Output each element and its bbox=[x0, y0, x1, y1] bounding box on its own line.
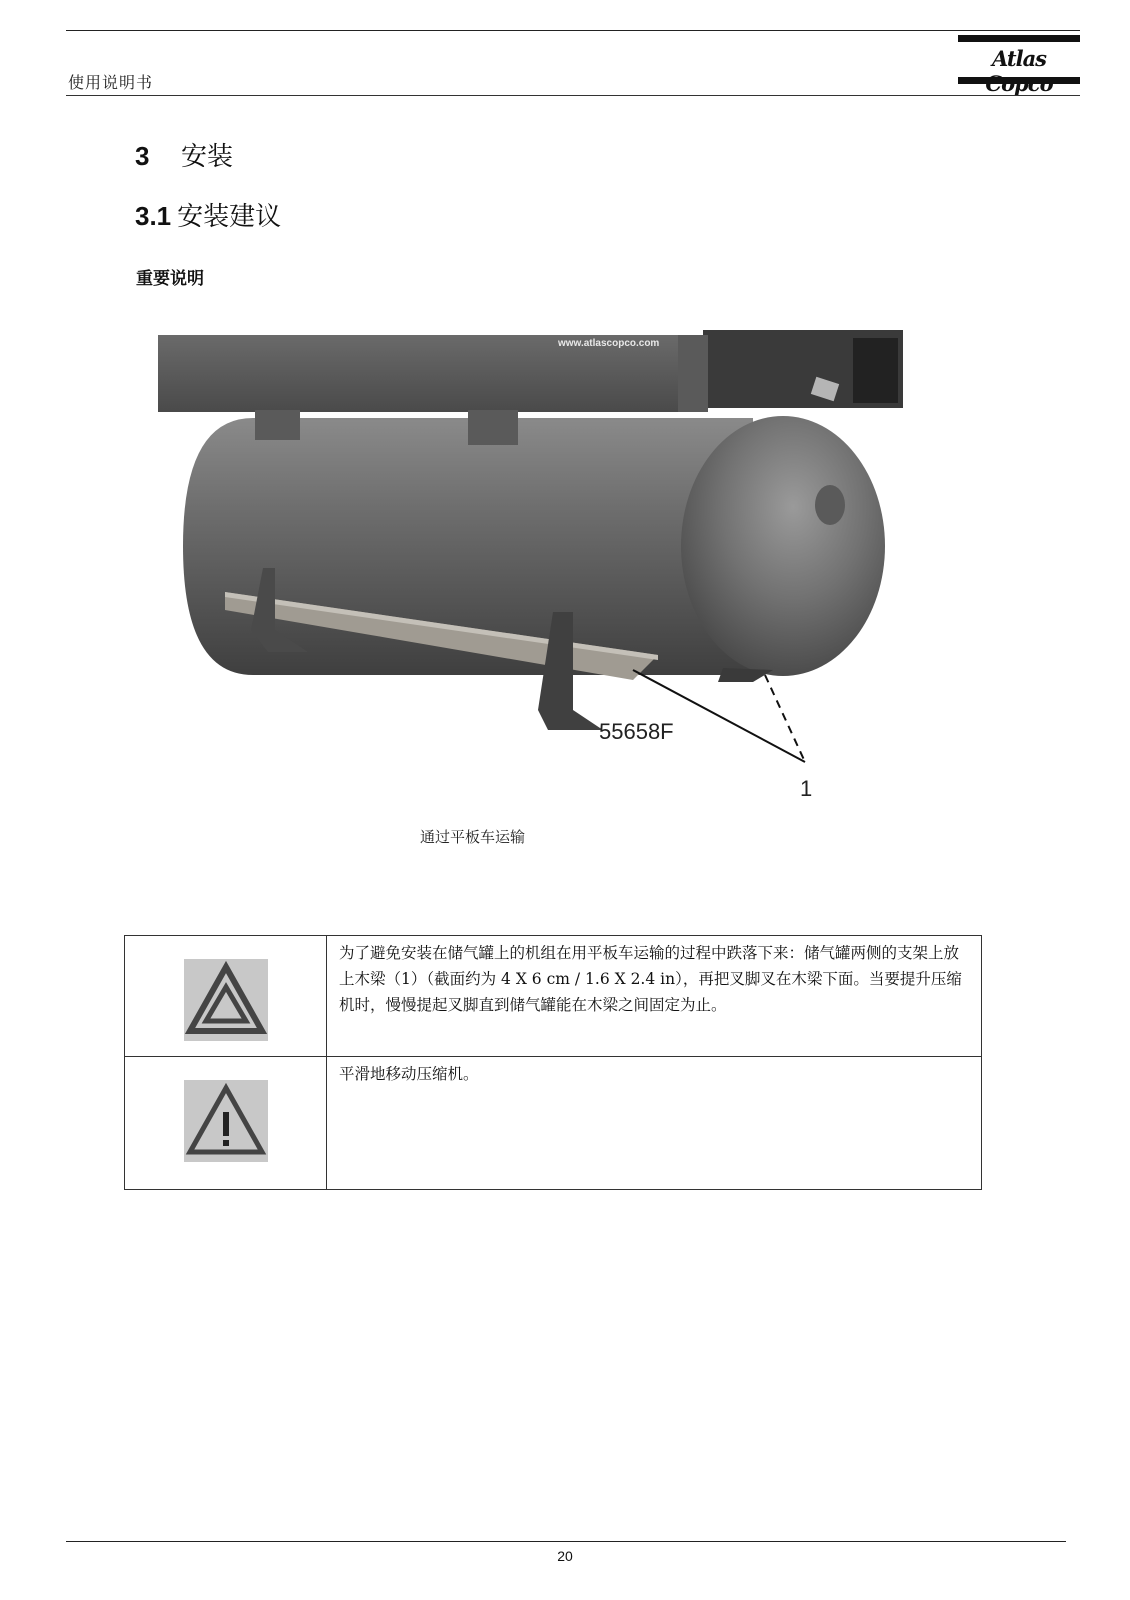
air-receiver-transport-figure bbox=[133, 330, 953, 815]
note-text: 平滑地移动压缩机。 bbox=[327, 1057, 982, 1190]
important-notes-heading: 重要说明 bbox=[136, 269, 204, 289]
section-heading bbox=[135, 136, 233, 173]
tank-end-cap-shape bbox=[681, 416, 885, 676]
footer-rule bbox=[66, 1541, 1066, 1542]
section-title: 安装 bbox=[181, 142, 234, 172]
atlas-copco-logo bbox=[958, 35, 1080, 87]
table-row bbox=[125, 1057, 982, 1190]
warning-double-triangle-icon bbox=[184, 959, 268, 1045]
subsection-number: 3.1 bbox=[135, 201, 172, 231]
note-text: 为了避免安装在储气罐上的机组在用平板车运输的过程中跌落下来：储气罐两侧的支架上放上木梁（1）（截面约为 4 X 6 cm / 1.6 X 2.4 in），再把叉脚叉在木梁下面。当要提升压缩机时，慢慢提起叉脚直到储气罐能在木梁之间固定为止。 bbox=[327, 936, 982, 1057]
header-bottom-rule bbox=[66, 95, 1080, 96]
note-icon-cell bbox=[125, 936, 327, 1057]
table-row bbox=[125, 936, 982, 1057]
callout-label: 1 bbox=[800, 776, 813, 801]
note-icon-cell bbox=[125, 1057, 327, 1190]
warning-exclamation-icon bbox=[184, 1080, 268, 1166]
figure-caption: 通过平板车运输 bbox=[420, 828, 526, 846]
logo-bottom-bar bbox=[958, 77, 1080, 84]
safety-notes-table bbox=[124, 935, 982, 1190]
logo-wordmark: Atlas bbox=[991, 46, 1047, 71]
logo-top-bar bbox=[958, 35, 1080, 42]
page-number: 20 bbox=[557, 1548, 573, 1564]
document-title: 使用说明书 bbox=[68, 73, 154, 92]
subsection-heading bbox=[135, 196, 281, 233]
figure-code: 55658F bbox=[599, 719, 674, 744]
subsection-title: 安装建议 bbox=[177, 202, 282, 232]
section-number: 3 bbox=[135, 141, 150, 171]
header-top-rule bbox=[66, 30, 1080, 31]
banner-text: www.atlascopco.com bbox=[558, 338, 660, 349]
